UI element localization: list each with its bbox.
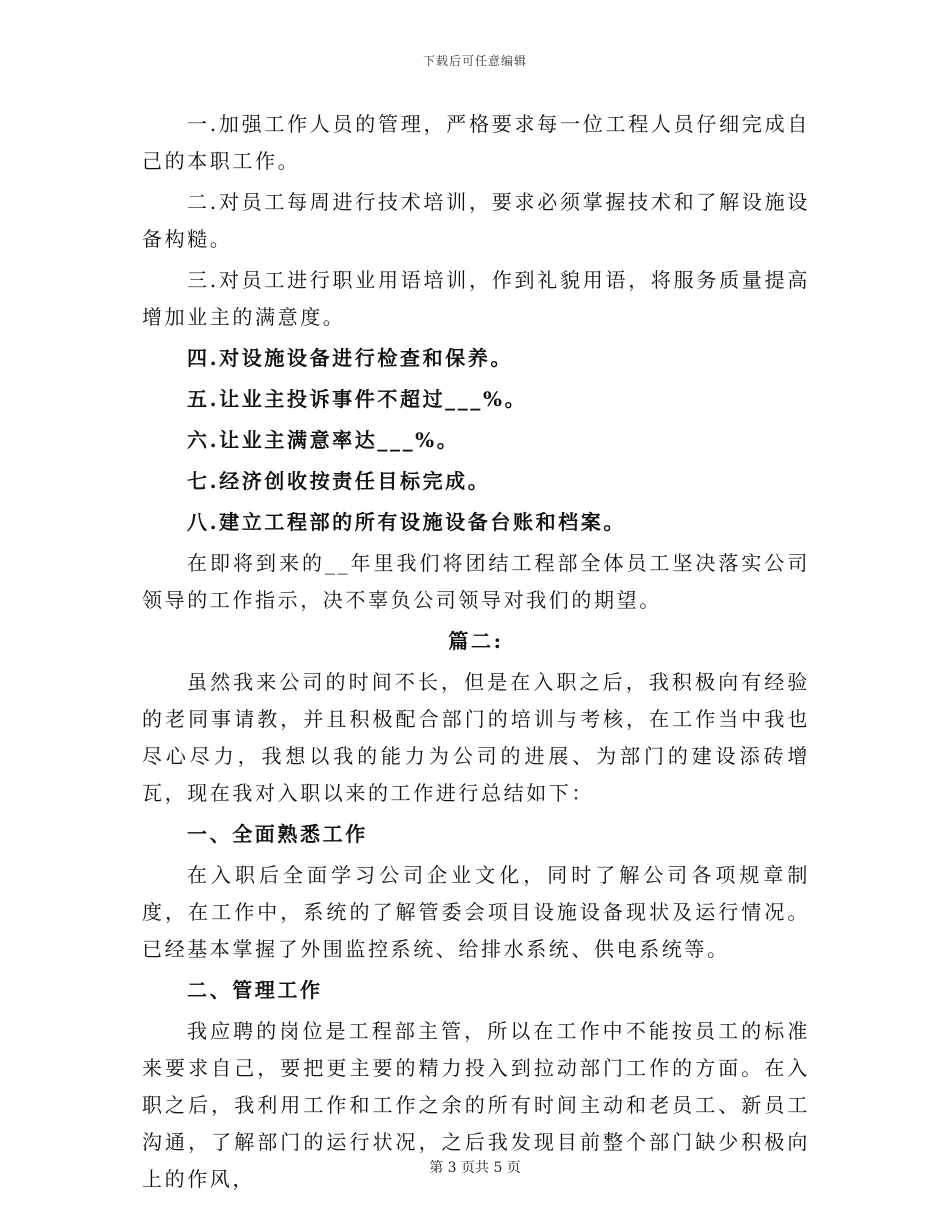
list-item-7: 七.经济创收按责任目标完成。 bbox=[187, 469, 491, 493]
section-heading: 篇二: bbox=[448, 629, 504, 653]
subheading-2: 二、管理工作 bbox=[187, 978, 323, 1002]
body-paragraph-2: 我应聘的岗位是工程部主管，所以在工作中不能按员工的标准来要求自己，要把更主要的精力投入到拉动部门工作的方面。在入职之后，我利用工作和工作之余的所有时间主动和老员工、新员工沟通，了解部门的运行状况，之后我发现目前整个部门缺少积极向上的作风， bbox=[142, 1019, 810, 1191]
page-footer: 第 3 页共 5 页 bbox=[429, 1160, 521, 1176]
list-item-3: 三.对员工进行职业用语培训，作到礼貌用语，将服务质量提高增加业主的满意度。 bbox=[142, 268, 810, 329]
subheading-1: 一、全面熟悉工作 bbox=[187, 822, 368, 846]
list-item-2: 二.对员工每周进行技术培训，要求必须掌握技术和了解设施设备构糙。 bbox=[142, 190, 810, 251]
body-paragraph-1: 在入职后全面学习公司企业文化，同时了解公司各项规章制度，在工作中，系统的了解管委会项目设施设备现状及运行情况。已经基本掌握了外围监控系统、给排水系统、供电系统等。 bbox=[142, 863, 810, 961]
list-item-6: 六.让业主满意率达___%。 bbox=[187, 428, 460, 452]
document-body bbox=[142, 106, 810, 1198]
list-item-4: 四.对设施设备进行检查和保养。 bbox=[187, 346, 513, 370]
list-item-8: 八.建立工程部的所有设施设备台账和档案。 bbox=[187, 510, 626, 534]
intro-paragraph: 虽然我来公司的时间不长，但是在入职之后，我积极向有经验的老同事请教，并且积极配合部门的培训与考核，在工作当中我也尽心尽力，我想以我的能力为公司的进展、为部门的建设添砖增瓦，现在我对入职以来的工作进行总结如下： bbox=[142, 670, 810, 805]
list-item-1: 一.加强工作人员的管理，严格要求每一位工程人员仔细完成自己的本职工作。 bbox=[142, 112, 810, 173]
page-header: 下载后可任意编辑 bbox=[422, 54, 527, 68]
list-item-5: 五.让业主投诉事件不超过___%。 bbox=[187, 387, 528, 411]
closing-paragraph: 在即将到来的__年里我们将团结工程部全体员工坚决落实公司领导的工作指示，决不辜负公司领导对我们的期望。 bbox=[142, 551, 810, 612]
